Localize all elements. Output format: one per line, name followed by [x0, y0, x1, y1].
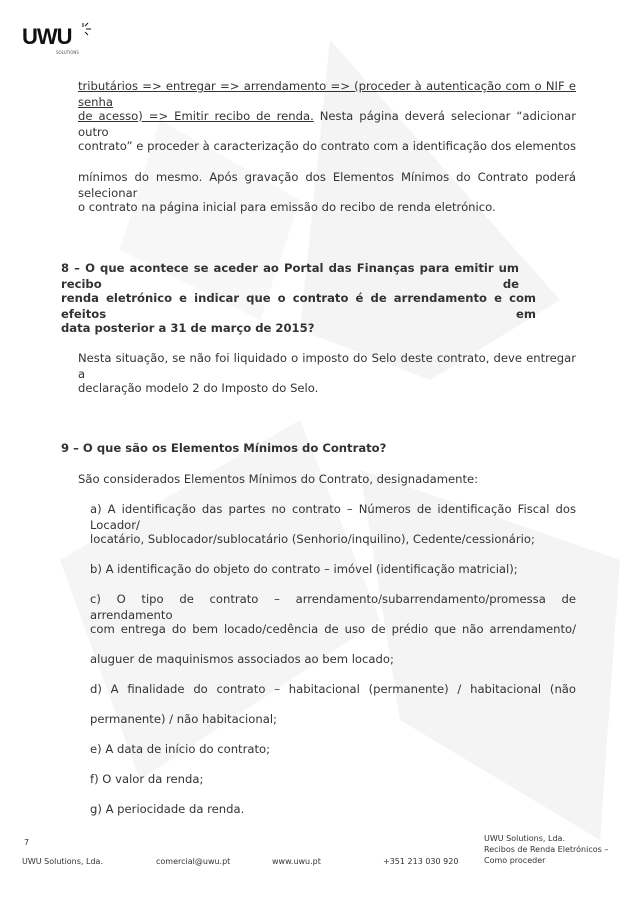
intro-line-5: o contrato na página inicial para emissão do recibo de renda eletrónico.: [78, 200, 496, 214]
item-e: e) A data de início do contrato;: [90, 742, 271, 756]
logo-tagline: SOLUTIONS: [56, 50, 79, 55]
answer-8-line-1: Nesta situação, se não foi liquidado o imposto do Selo deste contrato, deve entregar a: [78, 351, 576, 381]
logo-wordmark: UWU: [22, 24, 72, 49]
item-a-line-1: a) A identificação das partes no contrato – Números de identificação Fiscal dos Locador/: [90, 502, 576, 532]
item-c-line-3: aluguer de maquinismos associados ao bem locado;: [90, 652, 394, 666]
intro-line-4: mínimos do mesmo. Após gravação dos Elementos Mínimos do Contrato poderá selecionar: [78, 170, 576, 200]
question-9: 9 – O que são os Elementos Mínimos do Contrato?: [61, 441, 387, 455]
footer-company: UWU Solutions, Lda.: [22, 857, 103, 866]
company-logo: [22, 24, 79, 55]
question-8-line-3: data posterior a 31 de março de 2015?: [61, 321, 315, 335]
question-8-line-1: 8 – O que acontece se aceder ao Portal das Finanças para emitir um recibo de: [61, 261, 519, 291]
item-f: f) O valor da renda;: [90, 772, 204, 786]
intro-line-3: contrato” e proceder à caracterização do contrato com a identificação dos elementos: [78, 139, 576, 153]
logo-spark-icon: [74, 22, 92, 36]
footer-right-subtitle: Como proceder: [484, 856, 546, 865]
item-d-line-1: d) A finalidade do contrato – habitacional (permanente) / habitacional (não: [90, 682, 576, 696]
footer-website[interactable]: www.uwu.pt: [272, 857, 321, 866]
question-8-line-2: renda eletrónico e indicar que o contrato é de arrendamento e com efeitos em: [61, 291, 536, 321]
footer-phone: +351 213 030 920: [383, 857, 459, 866]
footer-right-title: Recibos de Renda Eletrónicos –: [484, 845, 609, 854]
item-a-line-2: locatário, Sublocador/sublocatário (Senhorio/inquilino), Cedente/cessionário;: [90, 532, 535, 546]
item-d-line-2: permanente) / não habitacional;: [90, 712, 277, 726]
item-c-line-1: c) O tipo de contrato – arrendamento/subarrendamento/promessa de arrendamento: [90, 592, 576, 622]
item-b: b) A identificação do objeto do contrato – imóvel (identificação matricial);: [90, 562, 518, 576]
answer-9-intro: São considerados Elementos Mínimos do Contrato, designadamente:: [78, 472, 479, 486]
footer-right-company: UWU Solutions, Lda.: [484, 834, 565, 843]
page-number: 7: [24, 838, 30, 847]
intro-line-1: tributários => entregar => arrendamento => (proceder à autenticação com o NIF e senha: [78, 79, 576, 109]
answer-8-line-2: declaração modelo 2 do Imposto do Selo.: [78, 381, 319, 395]
item-c-line-2: com entrega do bem locado/cedência de uso de prédio que não arrendamento/: [90, 622, 576, 636]
intro-line-2: [78, 108, 576, 140]
intro-line-2-rest: Nesta página deverá selecionar “adicionar outro: [78, 109, 577, 139]
item-g: g) A periocidade da renda.: [90, 802, 245, 816]
intro-link-text: de acesso) => Emitir recibo de renda.: [78, 109, 314, 123]
footer-email[interactable]: comercial@uwu.pt: [156, 857, 231, 866]
